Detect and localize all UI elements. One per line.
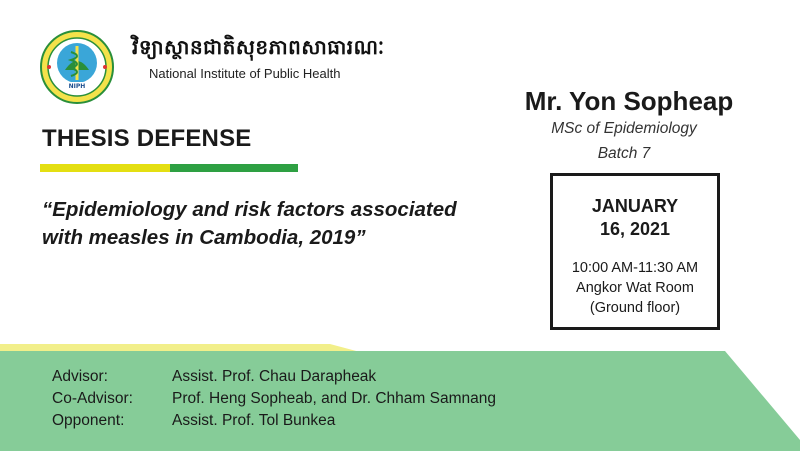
room-name: Angkor Wat Room xyxy=(576,280,694,296)
committee-person: Assist. Prof. Chau Darapheak xyxy=(172,368,377,385)
presenter-batch: Batch 7 xyxy=(597,145,651,162)
committee-person: Prof. Heng Sopheab, and Dr. Chham Samnang xyxy=(172,390,496,407)
thesis-title: “Epidemiology and risk factors associated with measles in Cambodia, 2019” xyxy=(42,198,457,249)
niph-logo xyxy=(40,30,114,104)
event-title: THESIS DEFENSE xyxy=(42,125,252,152)
committee-role: Opponent: xyxy=(52,412,125,429)
committee-role: Advisor: xyxy=(52,368,108,385)
date-month: JANUARY xyxy=(591,196,679,216)
underline-green-segment xyxy=(170,164,298,172)
room-floor: (Ground floor) xyxy=(589,300,681,316)
committee-row-co-advisor xyxy=(52,390,496,408)
logo-text: NIPH xyxy=(68,83,86,90)
date-day-year: 16, 2021 xyxy=(599,219,671,239)
committee-role: Co-Advisor: xyxy=(52,390,133,407)
underline-yellow-segment xyxy=(40,164,170,172)
committee-person: Assist. Prof. Tol Bunkea xyxy=(172,412,336,429)
presenter-degree: MSc of Epidemiology xyxy=(551,120,697,137)
institution-name-khmer: វិទ្យាស្ថានជាតិសុខភាពសាធារណៈ xyxy=(132,35,385,59)
committee-row-opponent xyxy=(52,412,335,430)
committee-row-advisor xyxy=(52,368,376,386)
schedule-box xyxy=(550,173,720,330)
institution-name-english: National Institute of Public Health xyxy=(149,66,341,81)
title-underline-bar xyxy=(40,164,298,172)
time-range: 10:00 AM-11:30 AM xyxy=(571,260,699,276)
presenter-name: Mr. Yon Sopheap xyxy=(524,86,734,116)
